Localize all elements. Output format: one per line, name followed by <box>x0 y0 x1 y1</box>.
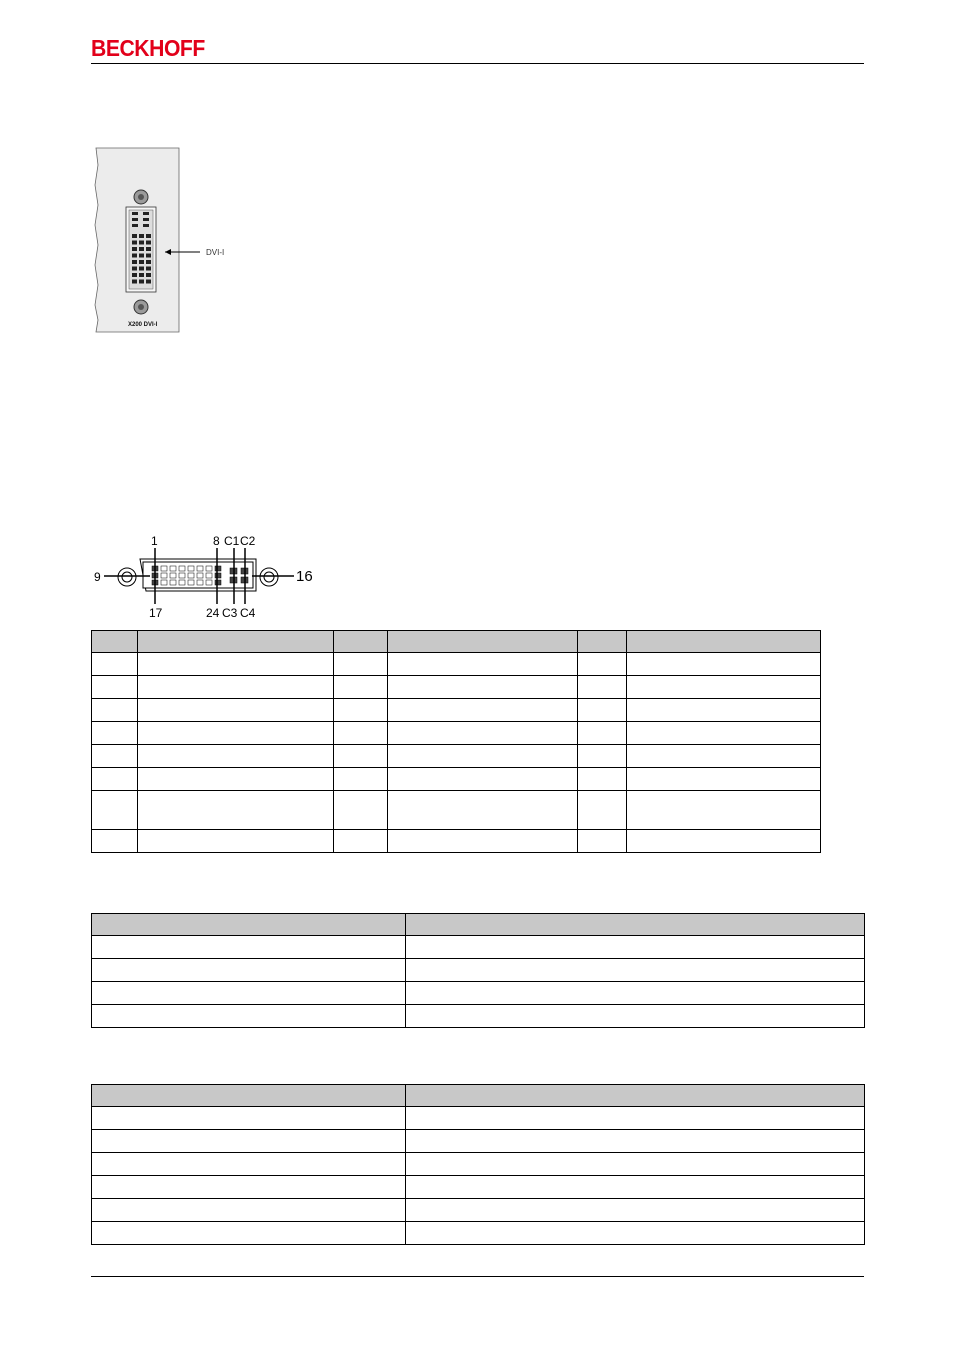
table-row <box>92 1222 865 1245</box>
label-pin-1: 1 <box>151 534 158 548</box>
connector-pin <box>143 224 149 227</box>
connector-pin <box>146 267 151 271</box>
pinout-pin <box>188 573 194 578</box>
pinout-pin <box>170 566 176 571</box>
connector-pin <box>132 280 137 284</box>
pinout-pin <box>206 573 212 578</box>
label-pin-17: 17 <box>149 606 163 620</box>
table-header-row <box>92 1085 865 1107</box>
pinout-pin <box>206 566 212 571</box>
connector-pin <box>146 247 151 251</box>
connector-pin <box>132 241 137 245</box>
connector-pin <box>146 273 151 277</box>
brand-logo: BECKHOFF <box>91 35 205 61</box>
table-row <box>92 1153 865 1176</box>
pinout-pin <box>179 580 185 585</box>
pinout-pin <box>197 573 203 578</box>
table-row <box>92 982 865 1005</box>
pinout-pin <box>170 573 176 578</box>
label-pin-16: 16 <box>296 568 313 585</box>
table-row <box>92 768 821 791</box>
table-row <box>92 699 821 722</box>
connector-pin <box>132 218 138 221</box>
table-row <box>92 722 821 745</box>
pinout-pin <box>179 573 185 578</box>
connector-pin <box>132 260 137 264</box>
connector-pin <box>139 234 144 238</box>
table-header-row <box>92 914 865 936</box>
table-row <box>92 1130 865 1153</box>
label-pin-8: 8 <box>213 534 220 548</box>
connector-pin <box>146 254 151 258</box>
table-row <box>92 745 821 768</box>
connector-pin <box>132 254 137 258</box>
pinout-pin <box>188 580 194 585</box>
pinout-pin <box>215 580 221 585</box>
pinout-pin <box>188 566 194 571</box>
pin-assignment-table <box>91 630 821 853</box>
pinout-pin <box>161 580 167 585</box>
connector-pin <box>132 273 137 277</box>
resolution-table-1 <box>91 913 865 1028</box>
pinout-pin <box>170 580 176 585</box>
connector-pin <box>132 247 137 251</box>
table-row <box>92 830 821 853</box>
table-row <box>92 1005 865 1028</box>
pinout-pin <box>161 573 167 578</box>
dvi-module-figure <box>90 145 240 335</box>
connector-pin <box>139 273 144 277</box>
pinout-pin <box>206 580 212 585</box>
label-c3: C3 <box>222 606 238 620</box>
label-pin-24: 24 <box>206 606 220 620</box>
table-row <box>92 936 865 959</box>
table-row <box>92 1107 865 1130</box>
connector-pin <box>132 224 138 227</box>
connector-pin <box>143 212 149 215</box>
table-row <box>92 791 821 830</box>
connector-pin <box>146 260 151 264</box>
resolution-table-2 <box>91 1084 865 1245</box>
dvi-callout-label: DVI-I <box>206 248 225 257</box>
table-row <box>92 1176 865 1199</box>
connector-pin <box>132 212 138 215</box>
plate-label: X200 DVI-I <box>128 322 158 328</box>
dvi-pinout-figure <box>90 532 320 622</box>
table-row <box>92 653 821 676</box>
pinout-pin <box>161 566 167 571</box>
connector-pin <box>139 280 144 284</box>
pinout-pin <box>215 566 221 571</box>
connector-pin <box>139 254 144 258</box>
label-c1: C1 <box>224 534 240 548</box>
connector-pin <box>139 267 144 271</box>
label-pin-9: 9 <box>94 570 101 584</box>
table-row <box>92 1199 865 1222</box>
label-c4: C4 <box>240 606 256 620</box>
header-rule <box>91 63 864 64</box>
footer-rule <box>91 1276 864 1277</box>
table-row <box>92 959 865 982</box>
connector-pin <box>146 234 151 238</box>
connector-pin <box>132 234 137 238</box>
connector-pin <box>143 218 149 221</box>
pinout-pin <box>179 566 185 571</box>
label-c2: C2 <box>240 534 256 548</box>
connector-pin <box>139 247 144 251</box>
connector-pin <box>139 260 144 264</box>
connector-pin <box>146 280 151 284</box>
table-row <box>92 676 821 699</box>
pinout-pin <box>197 580 203 585</box>
connector-pin <box>139 241 144 245</box>
pinout-pin <box>197 566 203 571</box>
connector-pin <box>146 241 151 245</box>
pinout-pin <box>215 573 221 578</box>
connector-pin <box>132 267 137 271</box>
table-header-row <box>92 631 821 653</box>
